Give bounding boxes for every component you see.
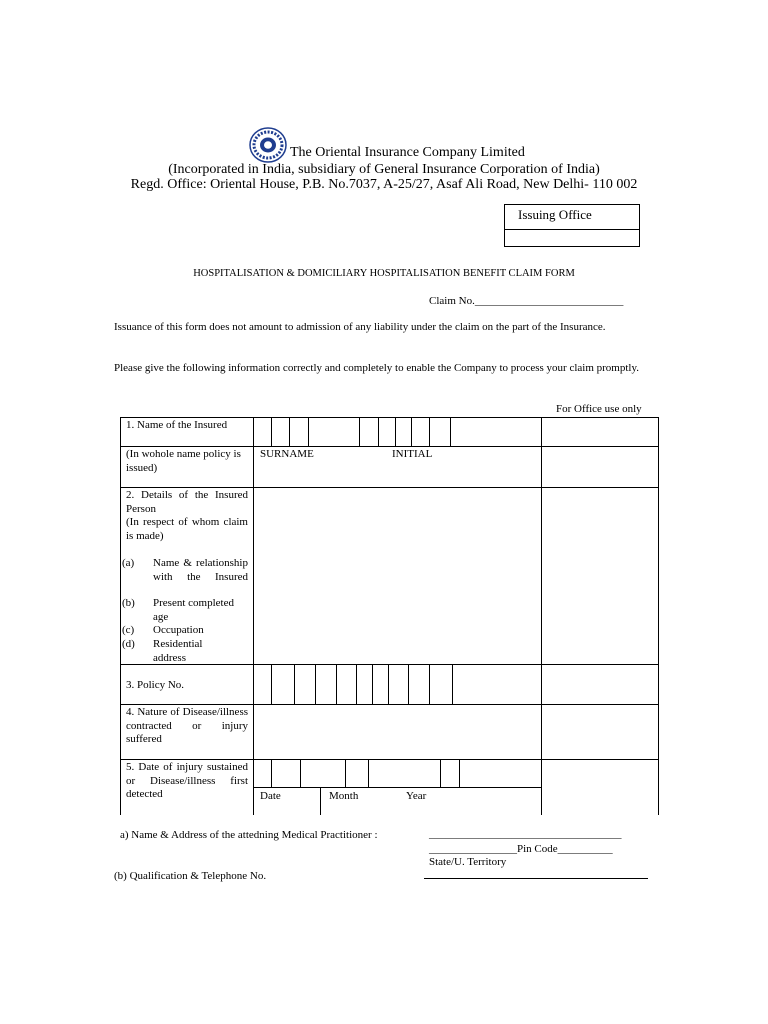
year-label: Year <box>406 790 427 802</box>
item-d-mark: (d) <box>122 638 135 650</box>
form-title: HOSPITALISATION & DOMICILIARY HOSPITALISATION BENEFIT CLAIM FORM <box>193 268 575 279</box>
row-insured-person-note: (In respect of whom claim is made) <box>126 516 248 542</box>
registered-office: Regd. Office: Oriental House, P.B. No.7037, A-25/27, Asaf Ali Road, New Delhi- 110 002 <box>130 177 638 192</box>
company-name: The Oriental Insurance Company Limited <box>290 145 525 160</box>
liability-notice: Issuance of this form does not amount to admission of any liability under the claim on the part of the Insurance. <box>114 321 606 333</box>
state-label: State/U. Territory <box>429 856 507 868</box>
row-insured-name-label: 1. Name of the Insured <box>126 419 228 431</box>
office-use-label: For Office use only <box>556 403 642 415</box>
qualification-line[interactable] <box>424 878 648 879</box>
row-policy-label: 3. Policy No. <box>126 679 185 691</box>
qualification-label: (b) Qualification & Telephone No. <box>114 870 267 882</box>
month-label: Month <box>329 790 359 802</box>
item-b-text: Present completed age <box>153 597 234 623</box>
row-insured-name-note: (In wohole name policy is issued) <box>126 448 241 474</box>
practitioner-address-line[interactable]: ___________________________________ <box>429 828 622 840</box>
initial-label: INITIAL <box>392 448 433 460</box>
surname-label: SURNAME <box>260 448 314 460</box>
item-a-text: Name & relationship with the Insured <box>153 557 248 583</box>
row-disease-label: 4. Nature of Disease/illness contracted or injury suffered <box>126 706 248 745</box>
item-c-mark: (c) <box>122 624 135 636</box>
date-label: Date <box>260 790 281 802</box>
item-d-text: Residential address <box>153 638 203 664</box>
pin-code-line[interactable]: ________________Pin Code__________ <box>429 843 613 855</box>
row-insured-person-label: 2. Details of the Insured Person <box>126 489 248 515</box>
incorporation-line: (Incorporated in India, subsidiary of General Insurance Corporation of India) <box>168 162 600 177</box>
issuing-office-label: Issuing Office <box>518 207 592 222</box>
row-date-label: 5. Date of injury sustained or Disease/illness first detected <box>126 761 248 800</box>
item-a-mark: (a) <box>122 557 135 569</box>
practitioner-label: a) Name & Address of the attedning Medical Practitioner : <box>120 829 378 841</box>
claim-number[interactable]: Claim No.___________________________ <box>429 295 624 307</box>
company-logo <box>249 127 287 163</box>
item-c-text: Occupation <box>153 624 204 636</box>
item-b-mark: (b) <box>122 597 135 609</box>
instruction-notice: Please give the following information correctly and completely to enable the Company to process your claim promptly. <box>114 362 640 374</box>
